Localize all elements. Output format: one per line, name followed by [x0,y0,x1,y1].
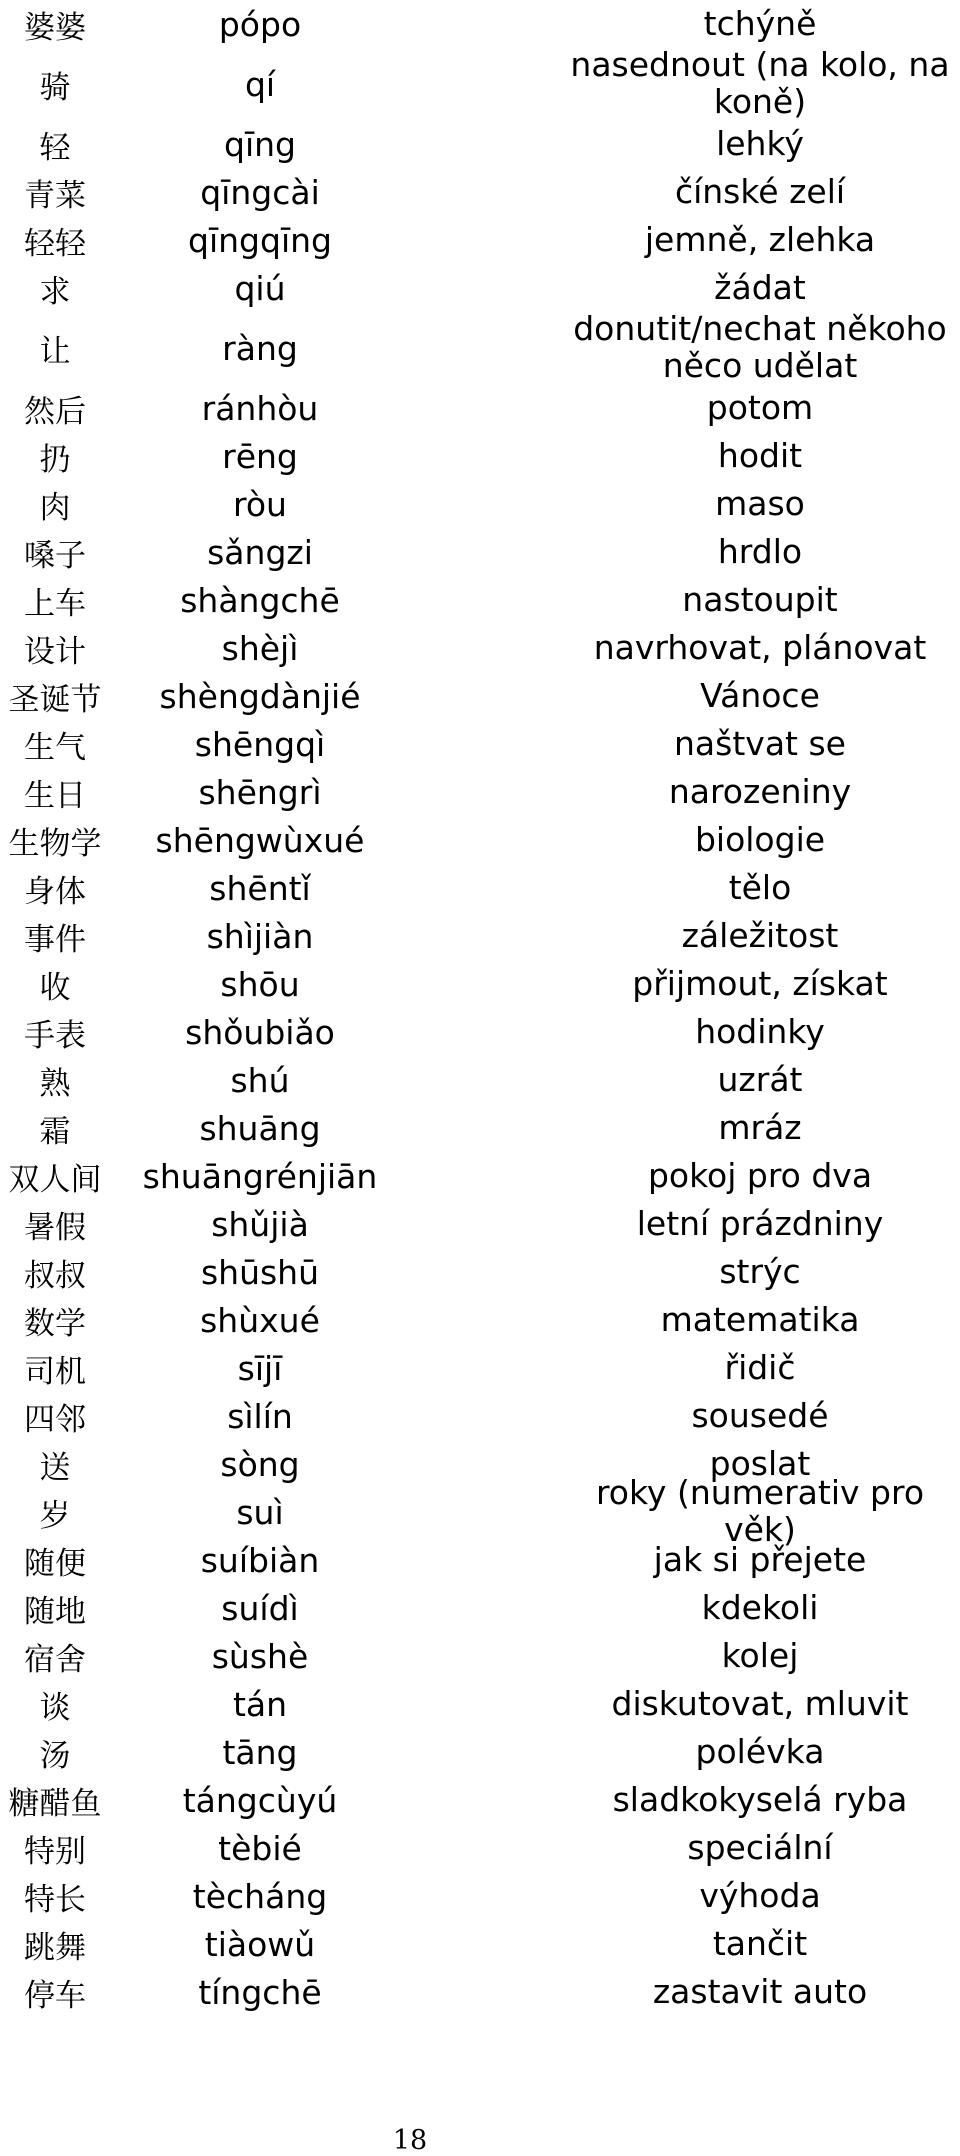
pinyin-cell: tángcùyú [182,1780,338,1820]
hanzi-cell: 生气 [24,729,86,766]
czech-cell: polévka [695,1731,825,1771]
vocab-row [0,120,960,168]
pinyin-cell: shuāng [199,1108,321,1148]
hanzi-cell: 汤 [39,1737,71,1774]
vocab-row [0,624,960,672]
hanzi-cell: 轻 [39,129,71,166]
czech-cell: záležitost [681,915,839,955]
hanzi-cell: 生日 [24,777,86,814]
czech-cell: tančit [712,1923,808,1963]
vocab-row [0,1344,960,1392]
hanzi-cell: 宿舍 [24,1641,86,1678]
vocab-row [0,1920,960,1968]
hanzi-cell: 手表 [24,1017,86,1054]
czech-cell: matematika [660,1299,860,1339]
pinyin-cell: suíbiàn [200,1540,320,1580]
hanzi-cell: 熟 [39,1065,71,1102]
vocab-row [0,309,960,385]
czech-cell: Vánoce [700,675,820,715]
pinyin-cell: tíngchē [198,1972,322,2012]
czech-cell: hodinky [695,1011,825,1051]
vocab-row [0,168,960,216]
hanzi-cell: 生物学 [8,825,102,862]
vocab-row [0,1872,960,1920]
hanzi-cell: 扔 [39,441,71,478]
pinyin-cell: ròu [233,484,287,524]
pinyin-cell: qí [244,64,276,104]
hanzi-cell: 糖醋鱼 [8,1785,102,1822]
czech-cell: poslat [709,1443,811,1483]
vocab-row [0,1104,960,1152]
pinyin-cell: shàngchē [180,580,340,620]
czech-cell: kolej [721,1635,799,1675]
hanzi-cell: 数学 [24,1305,86,1342]
czech-cell: maso [715,483,805,523]
czech-cell: potom [706,387,814,427]
pinyin-cell: qīng [224,124,296,164]
vocab-row [0,1296,960,1344]
hanzi-cell: 设计 [24,633,86,670]
czech-cell: žádat [714,267,806,307]
vocab-row [0,1200,960,1248]
czech-cell: kdekoli [701,1587,819,1627]
pinyin-cell: shèjì [221,628,299,668]
hanzi-cell: 特长 [24,1881,86,1918]
czech-cell: jemně, zlehka [644,219,876,259]
vocab-row [0,1680,960,1728]
pinyin-cell: ràng [222,328,298,368]
czech-cell: roky (numerativ pro věk) [595,1473,925,1549]
hanzi-cell: 求 [39,273,71,310]
czech-cell: uzrát [717,1059,803,1099]
pinyin-cell: shuāngrénjiān [142,1156,378,1196]
pinyin-cell: shēngqì [194,724,326,764]
pinyin-cell: shēngwùxué [155,820,365,860]
pinyin-cell: sījī [237,1348,283,1388]
hanzi-cell: 叔叔 [24,1257,86,1294]
czech-cell: sousedé [691,1395,829,1435]
czech-cell: pokoj pro dva [647,1155,873,1195]
hanzi-cell: 轻轻 [24,225,86,262]
czech-cell: mráz [718,1107,802,1147]
hanzi-cell: 暑假 [24,1209,86,1246]
pinyin-cell: tāng [222,1732,298,1772]
vocab-row [0,1632,960,1680]
pinyin-cell: shèngdànjié [159,676,361,716]
czech-cell: jak si přejete [653,1539,867,1579]
czech-cell: navrhovat, plánovat [593,627,927,667]
pinyin-cell: shú [230,1060,290,1100]
hanzi-cell: 特别 [24,1833,86,1870]
czech-cell: hodit [717,435,803,475]
pinyin-cell: shǒubiǎo [185,1012,335,1052]
vocab-row [0,768,960,816]
czech-cell: sladkokyselá ryba [612,1779,908,1819]
hanzi-cell: 让 [39,333,71,370]
hanzi-cell: 司机 [24,1353,86,1390]
hanzi-cell: 霜 [39,1113,71,1150]
czech-cell: výhoda [699,1875,821,1915]
vocab-row [0,528,960,576]
czech-cell: narozeniny [668,771,852,811]
pinyin-cell: tán [232,1684,288,1724]
pinyin-cell: sùshè [211,1636,309,1676]
vocab-row [0,816,960,864]
vocab-row [0,432,960,480]
pinyin-cell: shǔjià [211,1204,309,1244]
vocab-row [0,1776,960,1824]
hanzi-cell: 四邻 [24,1401,86,1438]
pinyin-cell: sǎngzi [207,532,313,572]
hanzi-cell: 随便 [24,1545,86,1582]
vocab-row [0,384,960,432]
pinyin-cell: tècháng [192,1876,328,1916]
vocab-row [0,1473,960,1549]
vocab-row [0,864,960,912]
vocab-row [0,1728,960,1776]
pinyin-cell: shōu [220,964,300,1004]
vocab-row [0,672,960,720]
page-number: 18 [392,2125,428,2156]
hanzi-cell: 随地 [24,1593,86,1630]
czech-cell: lehký [716,123,804,163]
vocab-row [0,912,960,960]
pinyin-cell: shùxué [200,1300,320,1340]
czech-cell: nasednout (na kolo, na koně) [570,45,950,121]
vocab-row [0,1392,960,1440]
hanzi-cell: 嗓子 [24,537,86,574]
pinyin-cell: qiú [234,268,286,308]
vocab-row [0,1248,960,1296]
hanzi-cell: 谈 [39,1689,71,1726]
pinyin-cell: pópo [218,4,302,44]
pinyin-cell: qīngqīng [188,220,332,260]
pinyin-cell: rēng [222,436,298,476]
czech-cell: speciální [687,1827,833,1867]
vocab-row [0,45,960,121]
pinyin-cell: suídì [221,1588,299,1628]
pinyin-cell: shūshū [200,1252,320,1292]
hanzi-cell: 青菜 [24,177,86,214]
pinyin-cell: tèbié [218,1828,302,1868]
czech-cell: tělo [728,867,792,907]
hanzi-cell: 肉 [39,489,71,526]
pinyin-cell: shìjiàn [206,916,314,956]
vocab-row [0,720,960,768]
pinyin-cell: ránhòu [201,388,319,428]
vocab-row [0,216,960,264]
czech-cell: diskutovat, mluvit [611,1683,909,1723]
czech-cell: přijmout, získat [632,963,888,1003]
hanzi-cell: 送 [39,1449,71,1486]
pinyin-cell: qīngcài [200,172,320,212]
pinyin-cell: suì [236,1492,284,1532]
hanzi-cell: 身体 [24,873,86,910]
pinyin-cell: shēngrì [198,772,322,812]
czech-cell: naštvat se [674,723,846,763]
czech-cell: strýc [719,1251,801,1291]
hanzi-cell: 事件 [24,921,86,958]
vocab-row [0,1584,960,1632]
hanzi-cell: 然后 [24,393,86,430]
czech-cell: čínské zelí [674,171,846,211]
pinyin-cell: sòng [220,1444,300,1484]
vocab-row [0,264,960,312]
czech-cell: letní prázdniny [636,1203,884,1243]
hanzi-cell: 停车 [24,1977,86,2014]
vocab-row [0,1056,960,1104]
hanzi-cell: 跳舞 [24,1929,86,1966]
czech-cell: biologie [694,819,826,859]
vocab-row [0,576,960,624]
hanzi-cell: 岁 [39,1497,71,1534]
vocab-row [0,0,960,48]
czech-cell: tchýně [703,3,817,43]
czech-cell: donutit/nechat někoho něco udělat [573,309,947,385]
vocab-row [0,1968,960,2016]
hanzi-cell: 上车 [24,585,86,622]
pinyin-cell: sìlín [227,1396,293,1436]
czech-cell: hrdlo [717,531,803,571]
hanzi-cell: 骑 [39,69,71,106]
vocab-row [0,1536,960,1584]
vocab-row [0,1152,960,1200]
pinyin-cell: tiàowǔ [204,1924,316,1964]
vocab-row [0,1008,960,1056]
hanzi-cell: 双人间 [8,1161,102,1198]
vocab-row [0,960,960,1008]
hanzi-cell: 圣诞节 [8,681,102,718]
pinyin-cell: shēntǐ [209,868,311,908]
czech-cell: zastavit auto [652,1971,868,2011]
czech-cell: nastoupit [682,579,838,619]
czech-cell: řidič [724,1347,796,1387]
hanzi-cell: 收 [39,969,71,1006]
vocab-row [0,480,960,528]
hanzi-cell: 婆婆 [24,9,86,46]
vocab-row [0,1824,960,1872]
